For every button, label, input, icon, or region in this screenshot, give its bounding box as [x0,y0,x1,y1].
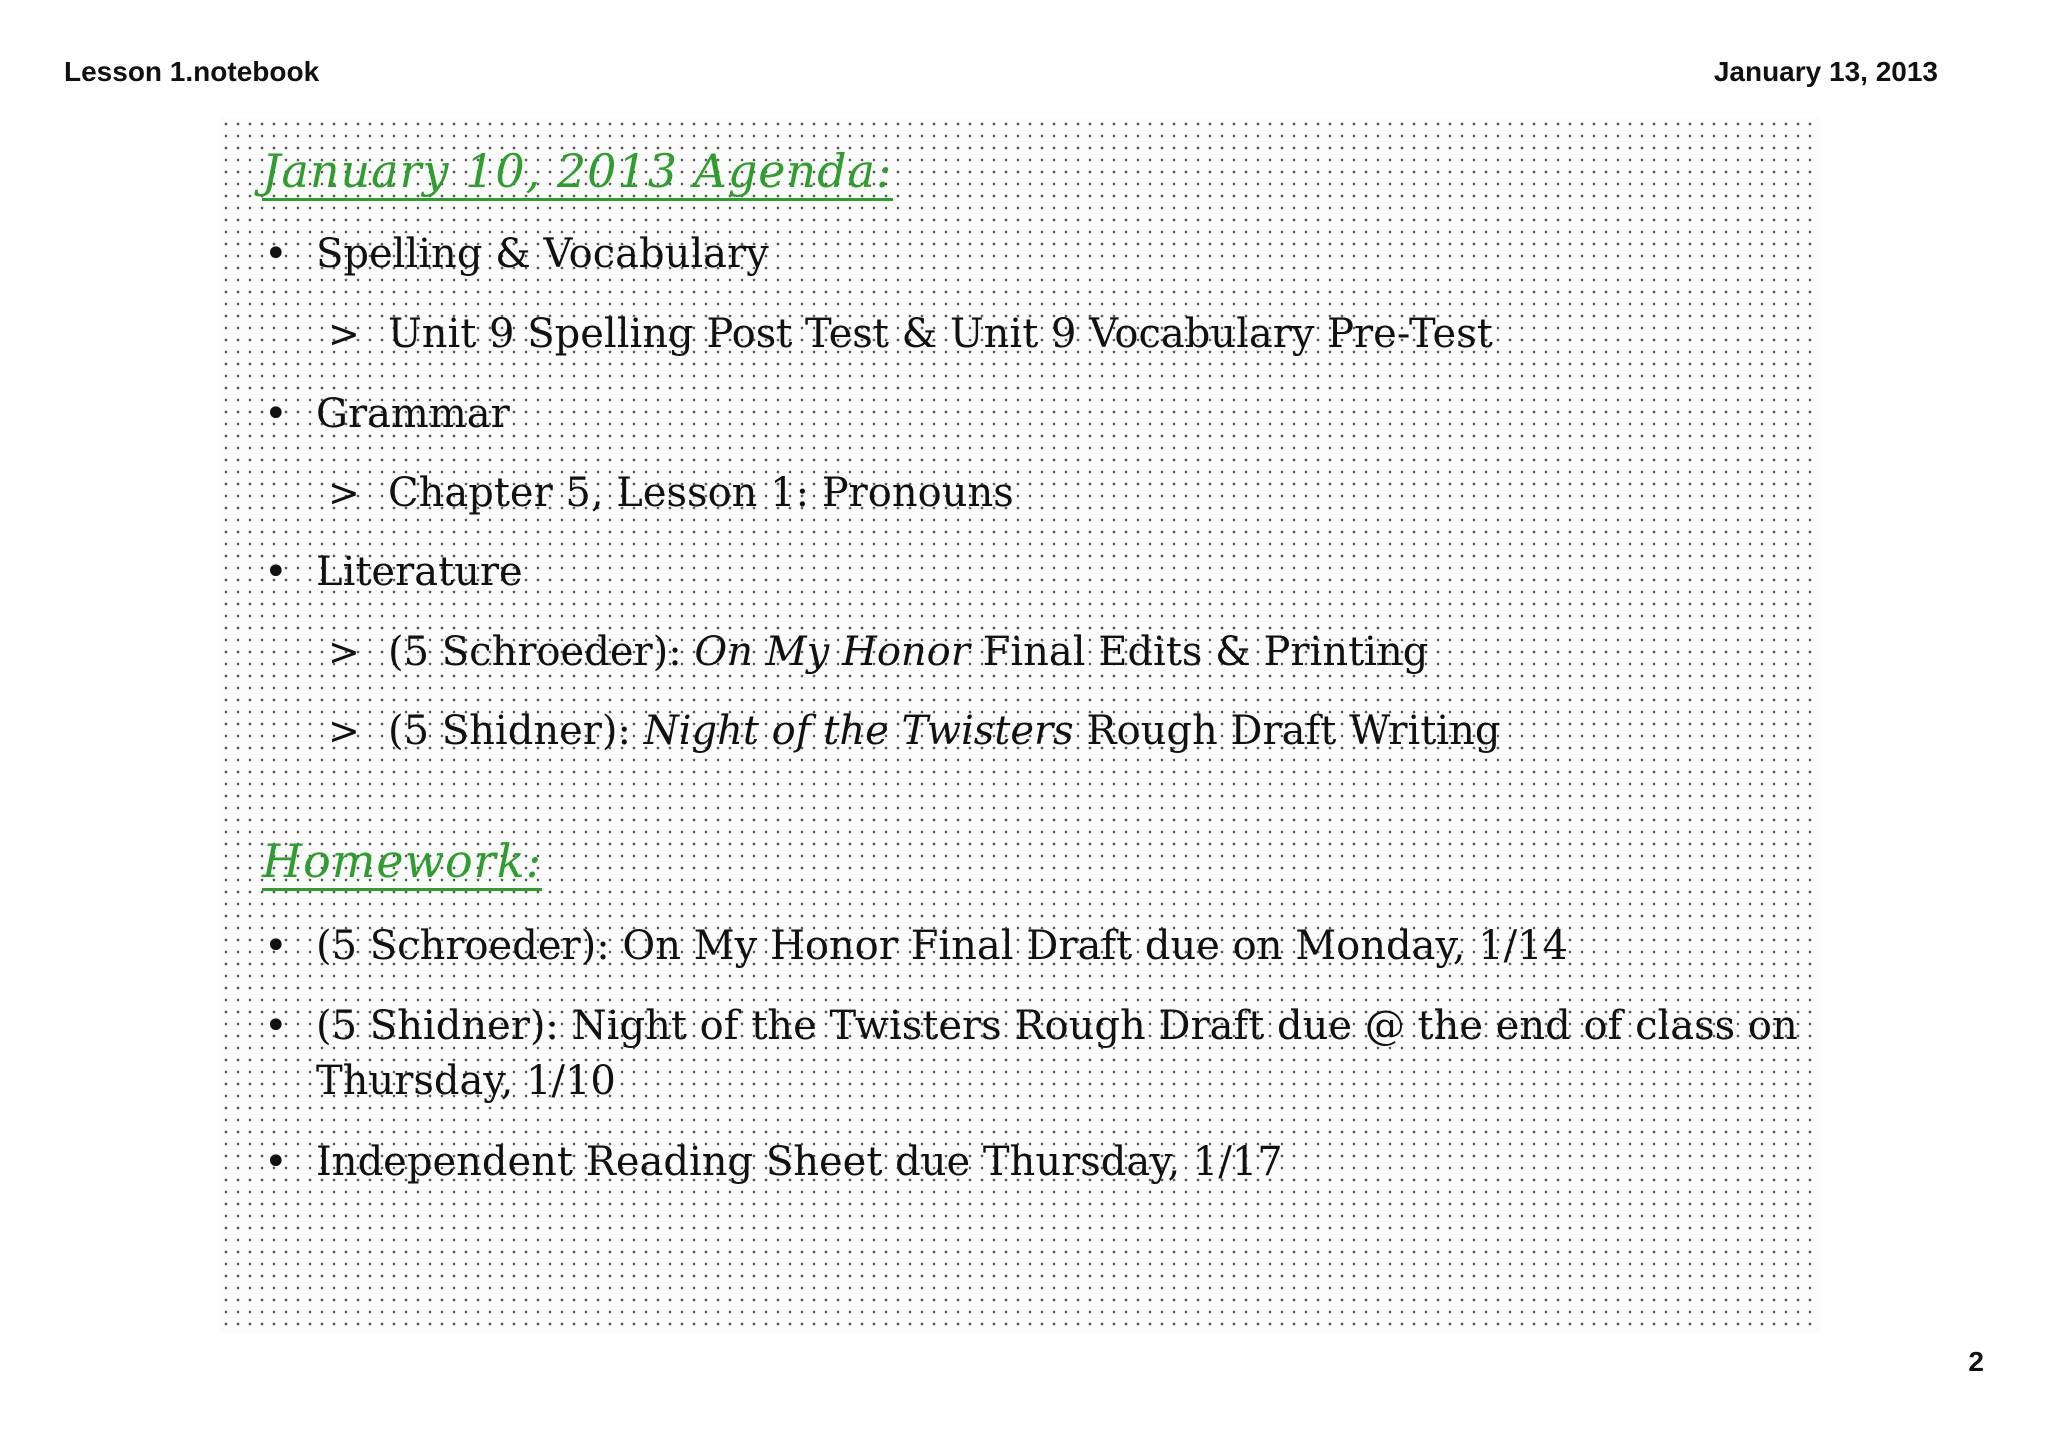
agenda-item-grammar: Grammar [316,391,510,437]
page-number: 2 [1968,1346,1984,1377]
bullet-icon: • [264,1139,288,1185]
arrow-icon: > [328,630,360,674]
agenda-title: January 10, 2013 Agenda: [262,148,893,201]
task-text: Final Edits & Printing [969,629,1429,675]
book-title: Night of the Twisters [643,708,1074,754]
homework-item-shidner-line2: Thursday, 1/10 [316,1058,616,1104]
homework-title: Homework: [262,838,542,891]
arrow-icon: > [328,709,360,753]
agenda-item-literature: Literature [316,549,523,595]
agenda-subitem-unit9: Unit 9 Spelling Post Test & Unit 9 Vocabulary Pre-Test [388,311,1493,357]
agenda-subitem-shidner [388,703,1501,759]
task-text: Rough Draft Writing [1073,708,1501,754]
bullet-icon: • [264,391,288,437]
bullet-icon: • [264,1003,288,1049]
class-label: (5 Shidner): [388,708,644,754]
notebook-page-canvas [220,118,1820,1333]
agenda-item-spelling: Spelling & Vocabulary [316,231,769,277]
bullet-icon: • [264,231,288,277]
bullet-icon: • [264,923,288,969]
page-date: January 13, 2013 [1713,56,1938,87]
notebook-filename: Lesson 1.notebook [64,56,320,87]
arrow-icon: > [328,471,360,515]
agenda-subitem-schroeder [388,624,1428,680]
book-title: On My Honor [694,629,970,675]
homework-item-shidner-line1: (5 Shidner): Night of the Twisters Rough Draft due @ the end of class on [316,1003,1798,1049]
agenda-subitem-pronouns: Chapter 5, Lesson 1: Pronouns [388,470,1014,516]
homework-item-reading-sheet: Independent Reading Sheet due Thursday, 1/17 [316,1139,1283,1185]
arrow-icon: > [328,312,360,356]
bullet-icon: • [264,549,288,595]
homework-item-schroeder: (5 Schroeder): On My Honor Final Draft due on Monday, 1/14 [316,923,1568,969]
class-label: (5 Schroeder): [388,629,695,675]
